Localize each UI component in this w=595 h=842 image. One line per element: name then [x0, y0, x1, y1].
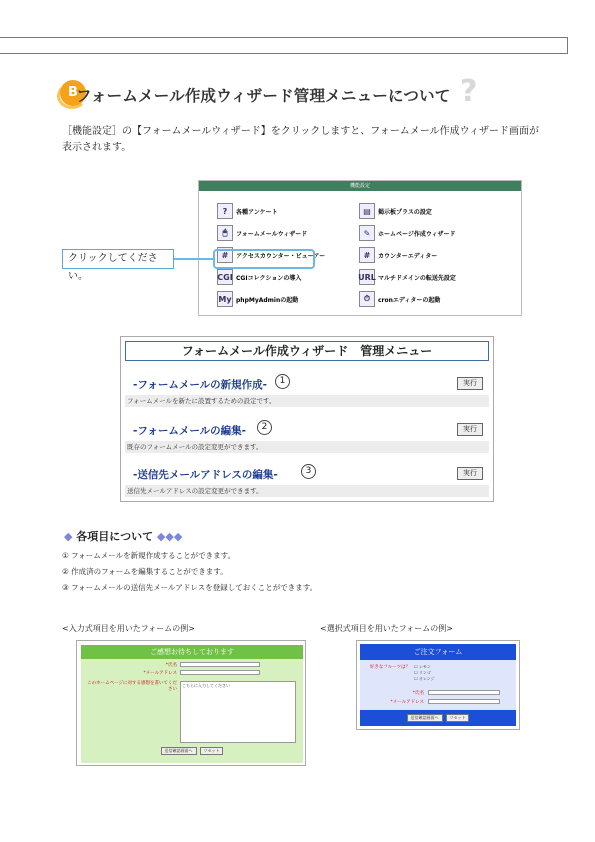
- menu-row-desc: 既存のフォームメールの設定変更ができます。: [125, 441, 489, 453]
- section-heading: [60, 74, 540, 110]
- func-item-label: ホームページ作成ウィザード: [378, 230, 456, 238]
- func-item-label: アクセスカウンター・ビューアー: [236, 252, 326, 260]
- input-form-title: ご感想お待ちしております: [81, 645, 303, 659]
- func-item-label: CGIコレクションの導入: [236, 274, 302, 282]
- wizard-management-menu: [120, 336, 494, 502]
- bbs-icon: ▤: [359, 203, 375, 219]
- list-item: ② 作成済のフォームを編集することができます。: [62, 567, 228, 576]
- impression-label: このホームページに対する感想を書いてください: [87, 681, 177, 692]
- click-callout: クリックしてください。: [62, 249, 174, 269]
- func-item-phpmyadmin[interactable]: [217, 291, 298, 307]
- input-form-buttons: [81, 747, 303, 759]
- submit-button[interactable]: 送信確認画面へ: [161, 747, 197, 755]
- option-apple[interactable]: ☐ リンゴ: [414, 670, 431, 675]
- func-item-label: フォームメールウィザード: [236, 230, 308, 238]
- diamonds-icon: ◆◆◆: [153, 530, 183, 543]
- items-heading-text: 各項目について: [76, 530, 154, 543]
- menu-row-name: -フォームメールの新規作成-: [133, 379, 267, 391]
- func-item-multidomain[interactable]: [359, 269, 456, 285]
- select-form-example-label: <選択式項目を用いたフォームの例>: [320, 624, 454, 633]
- menu-row-address: [125, 461, 489, 499]
- func-item-homepage-wizard[interactable]: [359, 225, 456, 241]
- reset-button[interactable]: リセット: [200, 747, 224, 755]
- menu-row-name: -フォームメールの編集-: [133, 425, 246, 437]
- func-item-counter-editor[interactable]: [359, 247, 437, 263]
- select-form-body: [360, 660, 516, 710]
- func-item-label: phpMyAdminの起動: [236, 296, 299, 304]
- name-label: *氏名: [412, 691, 424, 696]
- callout-connector: [174, 258, 214, 260]
- pencil-icon: ✎: [359, 225, 375, 241]
- func-item-label: 各種アンケート: [236, 208, 278, 216]
- func-item-bbs-plus[interactable]: [359, 203, 432, 219]
- function-settings-header: 機能設定: [199, 181, 521, 191]
- menu-row-desc: フォームメールを新たに設置するための設定です。: [125, 395, 489, 407]
- email-label: *メールアドレス: [143, 671, 177, 676]
- menu-row-name: -送信先メールアドレスの編集-: [133, 469, 278, 481]
- select-form-example: [356, 640, 520, 730]
- submit-button[interactable]: 送信確認画面へ: [407, 714, 443, 722]
- list-item: ③ フォームメールの送信先メールアドレスを登録しておくことができます。: [62, 583, 318, 592]
- func-item-cgi-collection[interactable]: [217, 269, 301, 285]
- cgi-icon: CGI: [217, 269, 233, 285]
- phpmyadmin-icon: My: [217, 291, 233, 307]
- func-item-label: cronエディターの起動: [378, 296, 441, 304]
- cursor-icon: 🖱: [217, 225, 233, 241]
- diamond-icon: ◆: [64, 530, 77, 543]
- option-orange[interactable]: ☐ オレンジ: [414, 676, 435, 681]
- formmail-wizard-highlight: [213, 249, 315, 269]
- menu-row-desc: 送信先メールアドレスの設定変更ができます。: [125, 485, 489, 497]
- section-badge: B: [60, 80, 86, 106]
- counter-icon: #: [217, 247, 233, 263]
- input-form-example: [76, 640, 306, 766]
- function-settings-panel: [198, 180, 522, 316]
- number-circle: 3: [301, 464, 316, 479]
- select-form-buttons: [360, 710, 516, 726]
- input-form-example-label: <入力式項目を用いたフォームの例>: [62, 624, 196, 633]
- counter-editor-icon: #: [359, 247, 375, 263]
- menu-title: フォームメール作成ウィザード 管理メニュー: [125, 341, 489, 361]
- func-item-survey[interactable]: [217, 203, 278, 219]
- menu-row-edit: [125, 417, 489, 455]
- question-mark-icon: ?: [460, 74, 478, 109]
- survey-icon: ?: [217, 203, 233, 219]
- func-item-label: 掲示板プラスの設定: [378, 208, 432, 216]
- list-item: ① フォームメールを新規作成することができます。: [62, 551, 235, 560]
- impression-textarea[interactable]: こちらに入力してください: [180, 681, 296, 743]
- select-form-title: ご注文フォーム: [360, 644, 516, 660]
- items-list: [62, 548, 317, 596]
- run-button[interactable]: 実行: [457, 423, 483, 436]
- menu-row-new: [125, 371, 489, 409]
- fruit-question-label: 好きなフルーツは？: [369, 665, 410, 670]
- reset-button[interactable]: リセット: [446, 714, 470, 722]
- func-item-formmail-wizard[interactable]: [217, 225, 307, 241]
- func-item-label: カウンターエディター: [378, 252, 438, 260]
- top-header-bar: [0, 37, 568, 54]
- url-icon: URL: [359, 269, 375, 285]
- name-input[interactable]: [428, 690, 500, 695]
- email-label: *メールアドレス: [390, 700, 424, 705]
- section-title: フォームメール作成ウィザード管理メニューについて: [76, 87, 451, 105]
- email-input[interactable]: [180, 670, 260, 675]
- clock-icon: ⏱: [359, 291, 375, 307]
- number-circle: 1: [275, 374, 290, 389]
- number-circle: 2: [257, 420, 272, 435]
- run-button[interactable]: 実行: [457, 467, 483, 480]
- option-lemon[interactable]: ☐ レモン: [414, 664, 431, 669]
- input-form-body: [81, 645, 303, 763]
- func-item-label: マルチドメインの転送先設定: [378, 274, 456, 282]
- func-item-cron-editor[interactable]: [359, 291, 440, 307]
- run-button[interactable]: 実行: [457, 377, 483, 390]
- intro-text: ［機能設定］の【フォームメールウィザード】をクリックしますと、フォームメール作成ウィザード画面が表示されます。: [62, 126, 539, 153]
- email-input[interactable]: [428, 699, 500, 704]
- name-label: *氏名: [165, 663, 177, 668]
- name-input[interactable]: [180, 662, 260, 667]
- items-heading: [64, 528, 182, 544]
